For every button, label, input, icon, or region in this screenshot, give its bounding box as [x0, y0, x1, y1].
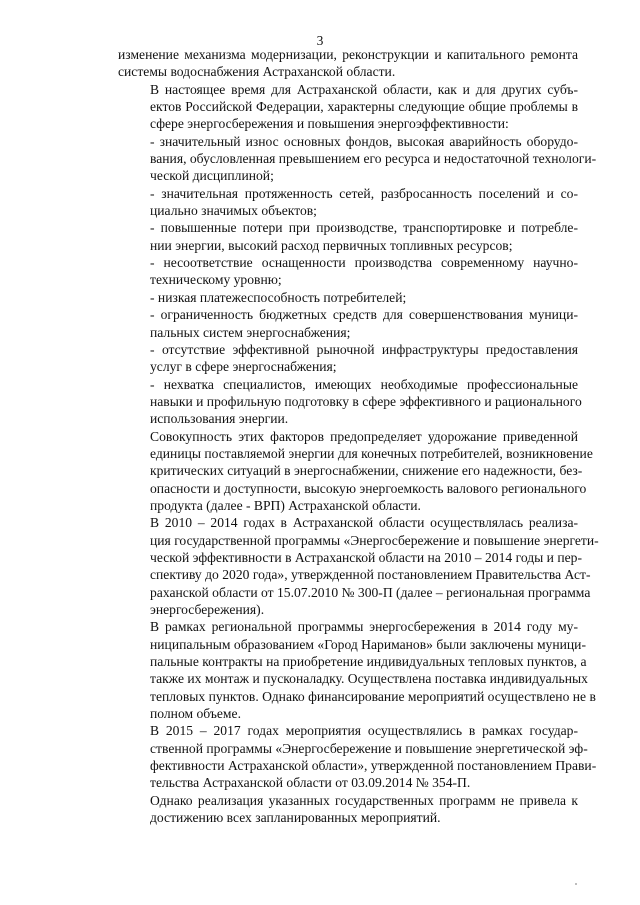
text-line: - нехватка специалистов, имеющих необходимые профессиональные [150, 376, 578, 392]
text-line: ческой дисциплиной; [150, 168, 274, 184]
text-line: тельства Астраханской области от 03.09.2014 № 354-П. [150, 775, 471, 791]
text-line: тепловых пунктов. Однако финансирование мероприятий осуществлено не в [150, 688, 596, 704]
text-line: ция государственной программы «Энергосбережение и повышение энергети- [150, 532, 599, 548]
paragraph [118, 376, 582, 428]
text-line: системы водоснабжения Астраханской области. [118, 64, 396, 80]
paragraph [118, 46, 578, 81]
text-line: ческой эффективности в Астраханской области на 2010 – 2014 годы и пер- [150, 549, 582, 565]
text-line: единицы поставляемой энергии для конечных потребителей, возникновение [150, 445, 593, 461]
scan-speck [575, 883, 577, 885]
paragraph [118, 306, 578, 341]
text-line: Однако реализация указанных государственных программ не привела к [150, 792, 578, 808]
paragraph [118, 219, 578, 254]
paragraph [118, 289, 578, 306]
paragraph [118, 133, 597, 185]
text-line: - повышенные потери при производстве, транспортировке и потребле- [150, 220, 578, 236]
paragraph [118, 428, 593, 515]
text-line: техническому уровню; [150, 272, 282, 288]
text-line: использования энергии. [150, 411, 289, 427]
text-line: пальных систем энергоснабжения; [150, 324, 351, 340]
text-line: - низкая платежеспособность потребителей; [150, 289, 407, 305]
text-line: ственной программы «Энергосбережение и повышение энергетической эф- [150, 740, 588, 756]
text-line: В 2015 – 2017 годах мероприятия осуществлялись в рамках государ- [150, 723, 578, 739]
text-line: раханской области от 15.07.2010 № 300-П (далее – региональная программа [150, 584, 591, 600]
paragraph [118, 618, 596, 722]
text-line: В 2010 – 2014 годах в Астраханской области осуществлялась реализа- [150, 515, 578, 531]
text-line: энергосбережения). [150, 602, 265, 617]
paragraph [118, 185, 578, 220]
text-line: нии энергии, высокий расход первичных топливных ресурсов; [150, 237, 513, 253]
paragraph [118, 514, 599, 618]
text-line: ектов Российской Федерации, характерны следующие общие проблемы в [150, 99, 578, 115]
text-line: - значительная протяженность сетей, разбросанность поселений и со- [150, 185, 578, 201]
text-line: циально значимых объектов; [150, 203, 317, 219]
text-line: спективу до 2020 года», утвержденной постановлением Правительства Аст- [150, 567, 591, 583]
text-line: пальные контракты на приобретение индивидуальных тепловых пунктов, а [150, 654, 587, 670]
text-line: навыки и профильную подготовку в сфере эффективного и рационального [150, 393, 582, 409]
text-line: ниципальным образованием «Город Нариманов» были заключены муници- [150, 636, 586, 652]
text-line: сфере энергосбережения и повышения энергоэффективности: [150, 116, 509, 132]
document-body [118, 46, 599, 826]
text-line: В рамках региональной программы энергосбережения в 2014 году му- [150, 619, 578, 635]
text-line: изменение механизма модернизации, реконструкции и капитального ремонта [118, 47, 578, 62]
text-line: - отсутствие эффективной рыночной инфраструктуры предоставления [150, 341, 578, 357]
page-number: 3 [316, 33, 324, 48]
text-line: В настоящее время для Астраханской области, как и для других субъ- [150, 81, 578, 97]
text-line: фективности Астраханской области», утвержденной постановлением Прави- [150, 758, 597, 774]
paragraph [118, 792, 578, 827]
text-line: - несоответствие оснащенности производства современному научно- [150, 255, 578, 271]
paragraph [118, 254, 578, 289]
text-line: - значительный износ основных фондов, высокая аварийность оборудо- [150, 133, 578, 149]
paragraph [118, 341, 578, 376]
text-line: полном объеме. [150, 706, 241, 722]
text-line: вания, обусловленная превышением его ресурса и недостаточной технологи- [150, 151, 597, 167]
paragraph [118, 81, 578, 133]
text-line: также их монтаж и пусконаладку. Осуществлена поставка индивидуальных [150, 671, 588, 687]
text-line: услуг в сфере энергоснабжения; [150, 359, 337, 375]
text-line: опасности и доступности, высокую энергоемкость валового регионального [150, 480, 587, 496]
text-line: Совокупность этих факторов предопределяет удорожание приведенной [150, 428, 578, 444]
text-line: достижению всех запланированных мероприятий. [150, 810, 441, 826]
text-line: критических ситуаций в энергоснабжении, снижение его надежности, без- [150, 463, 583, 479]
paragraph [118, 722, 597, 791]
text-line: продукта (далее - ВРП) Астраханской области. [150, 497, 421, 513]
text-line: - ограниченность бюджетных средств для совершенствования муници- [150, 307, 578, 323]
